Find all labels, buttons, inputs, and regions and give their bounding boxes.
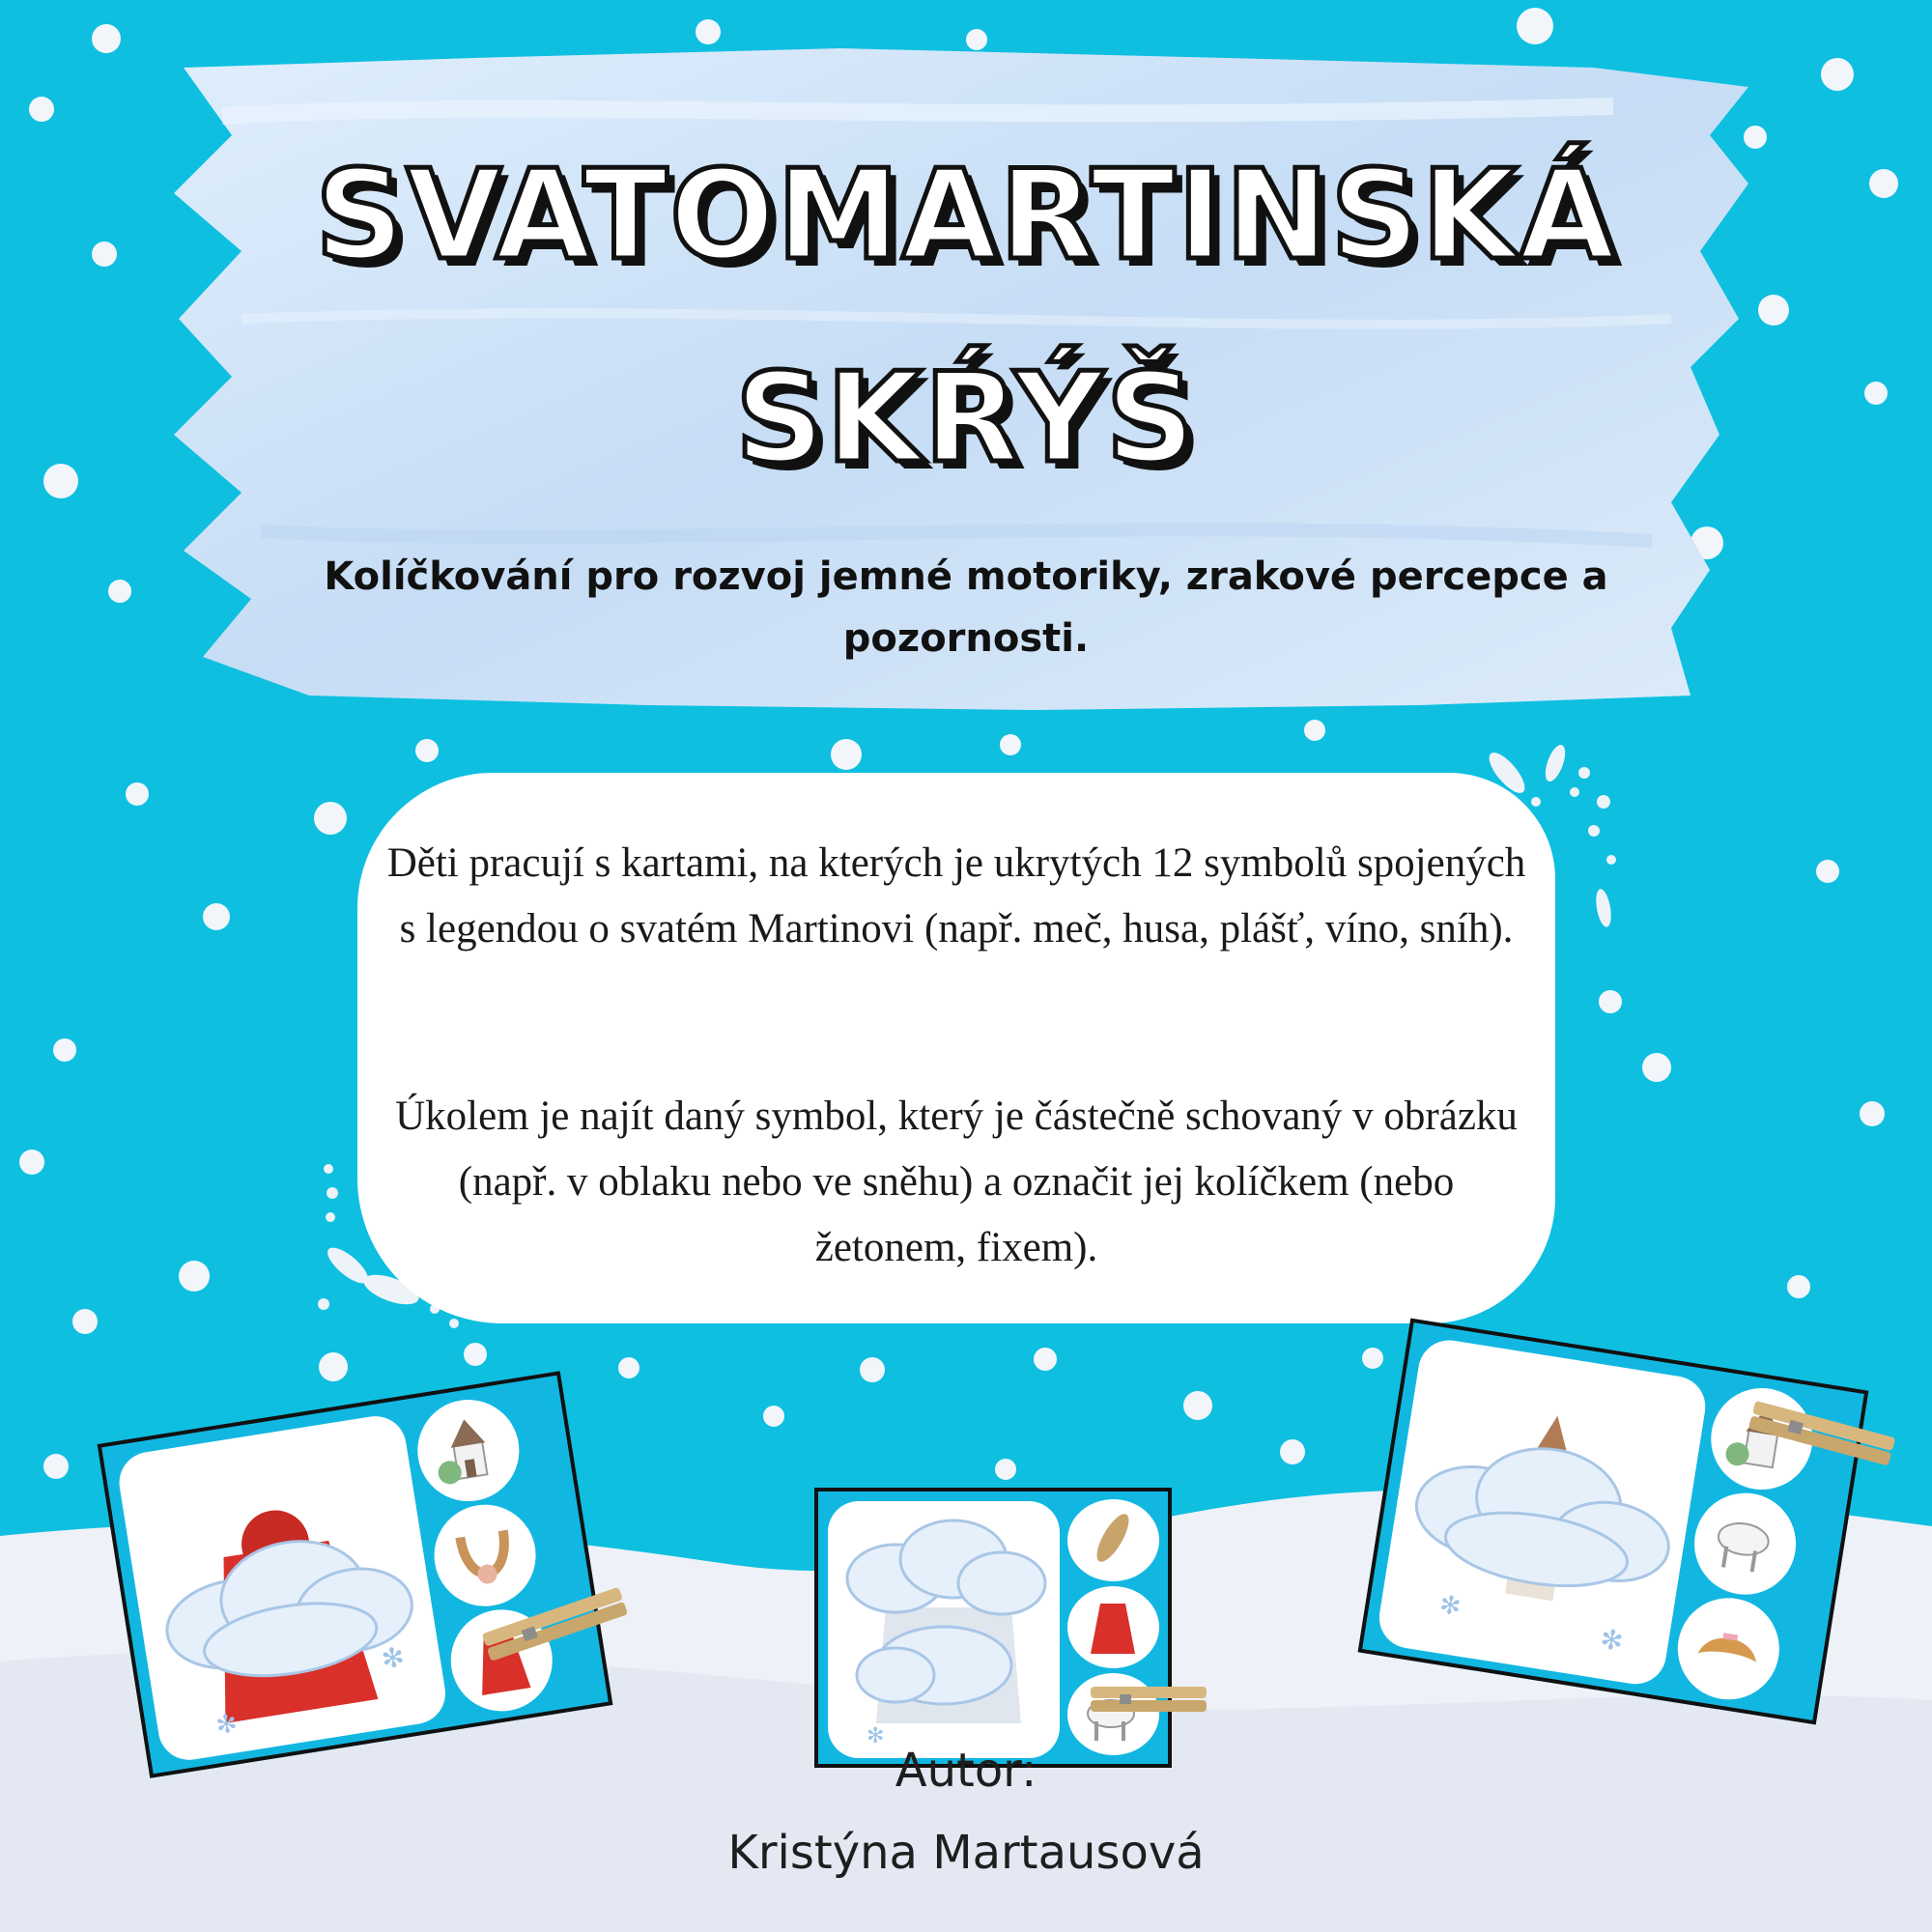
svg-text:✻: ✻ [213,1709,240,1742]
author-name: Kristýna Martausová [727,1826,1205,1880]
description-paragraph-2: Úkolem je najít daný symbol, který je částečně schovaný v obrázku (např. v oblaku nebo ve sněhu) a označit jej kolíčkem (nebo žetonem, fixem). [395,1094,1518,1270]
horse-under-clouds-image [828,1501,1060,1758]
cloak-under-cloud-image [115,1411,450,1764]
description-paragraph-1: Děti pracují s kartami, na kterých je ukrytých 12 symbolů spojených s legendou o svatém Martinovi (např. meč, husa, plášť, víno, sníh). [386,840,1526,952]
card-1-hidden-picture [115,1411,450,1764]
card-2-hidden-picture [828,1501,1060,1758]
description-card [357,773,1555,1323]
title-line-2: SKŔÝŠ [735,347,1197,491]
chapel-icon [411,1392,526,1508]
croissant-icon [1670,1591,1786,1707]
subtitle: Kolíčkování pro rozvoj jemné motoriky, zrakové percepce a pozornosti. [324,554,1608,661]
author-label: Autor: [895,1744,1037,1798]
svg-text:✻: ✻ [1436,1590,1463,1623]
svg-text:✻: ✻ [1598,1622,1626,1658]
red-cloak-icon [1067,1586,1159,1668]
clothespin-icon [1091,1685,1207,1716]
example-card-1 [98,1371,613,1778]
example-card-3 [1358,1319,1869,1725]
example-card-2 [814,1488,1172,1768]
svg-text:✻: ✻ [379,1640,407,1676]
white-horse-icon [1687,1486,1803,1602]
title-line-1: SVATOMARTINSKÁ [315,144,1617,288]
card-3-hidden-picture [1375,1336,1710,1689]
svg-text:✻: ✻ [867,1724,885,1748]
chapel-under-cloud-image [1375,1336,1710,1689]
horseshoe-icon [427,1497,543,1613]
feather-icon [1067,1499,1159,1581]
